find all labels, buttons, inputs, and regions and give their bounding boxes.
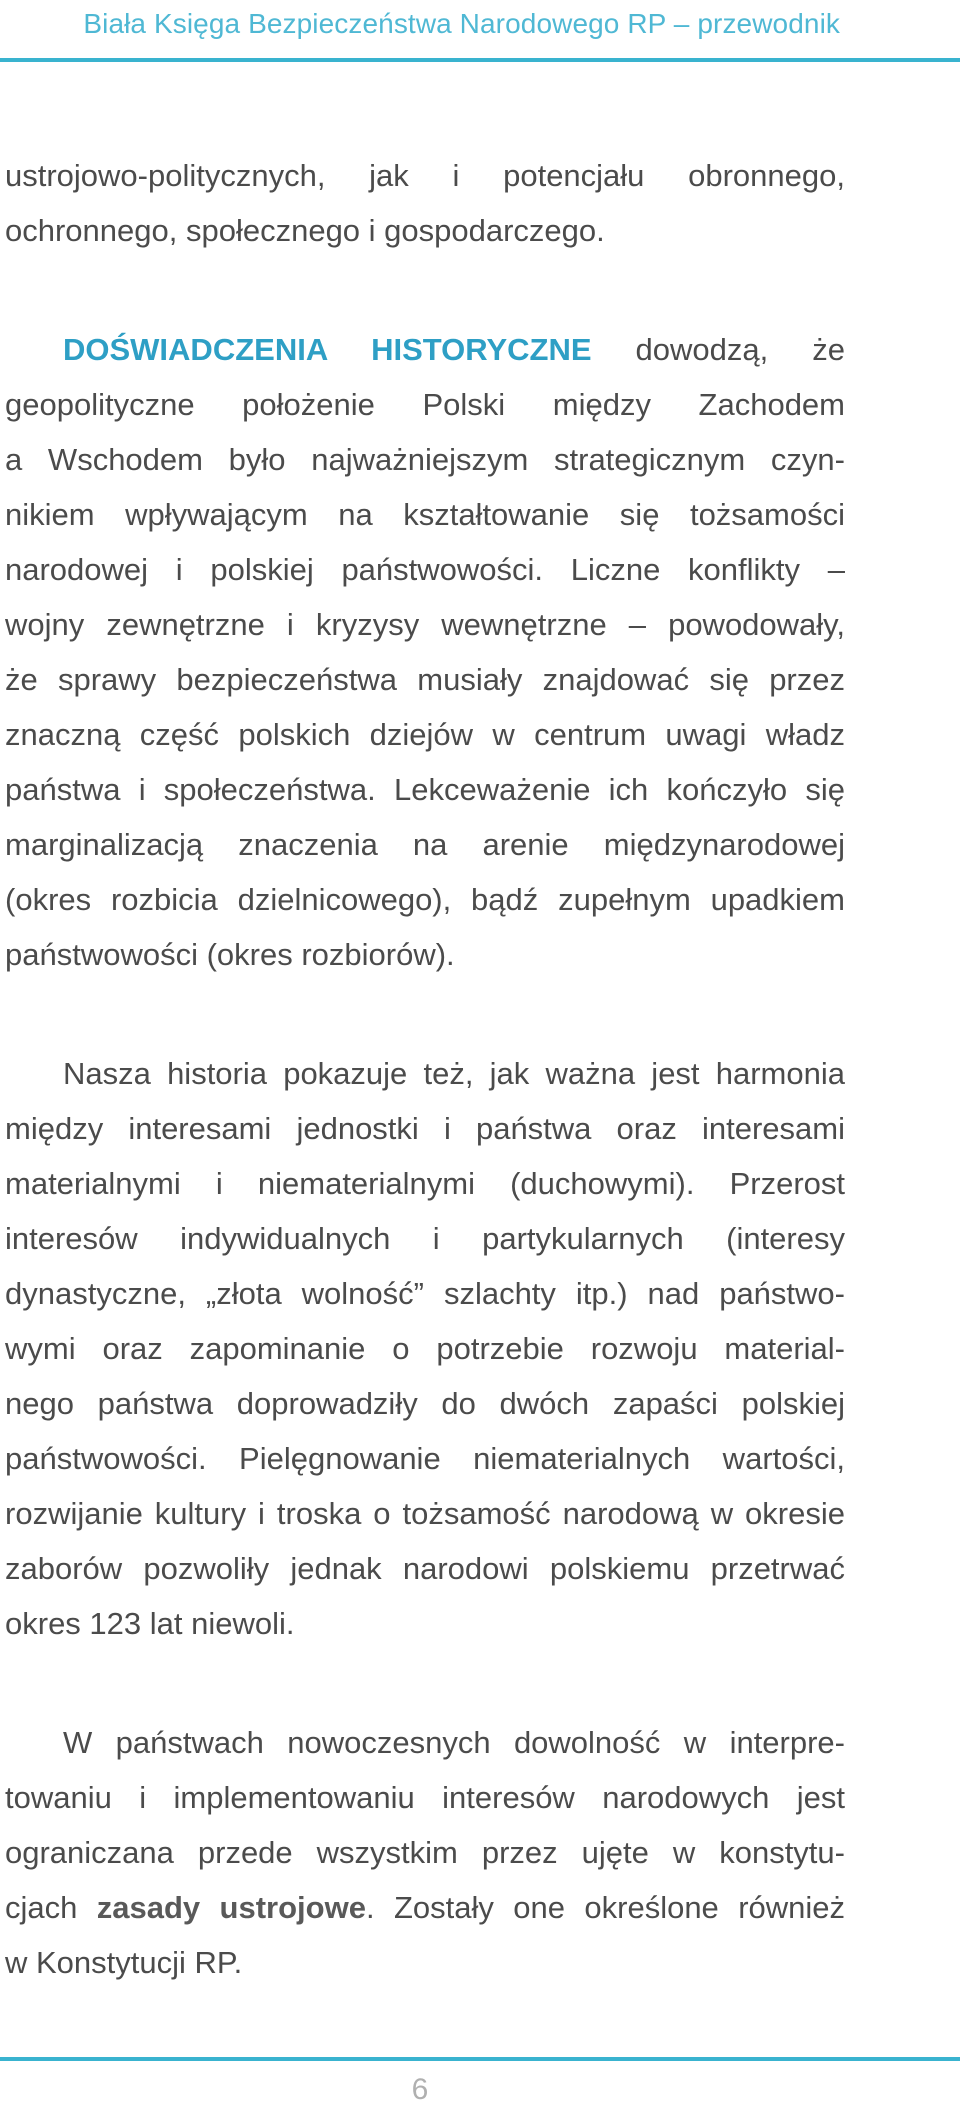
text-line: w Konstytucji RP. bbox=[5, 1945, 243, 1980]
text-line: Nasza historia pokazuje też, jak ważna jest harmonia bbox=[63, 1056, 845, 1091]
paragraph-gap bbox=[5, 982, 845, 1046]
text-line: między interesami jednostki i państwa oraz interesami bbox=[5, 1111, 845, 1146]
text-line: państwa i społeczeństwa. Lekceważenie ich kończyło się bbox=[5, 772, 845, 807]
paragraph-gap bbox=[5, 258, 845, 322]
text-line bbox=[5, 322, 845, 377]
text-line: ochronnego, społecznego i gospodarczego. bbox=[5, 213, 605, 248]
text-line: państwowości (okres rozbiorów). bbox=[5, 937, 455, 972]
page-header bbox=[0, 0, 960, 62]
text-line: (okres rozbicia dzielnicowego), bądź zupełnym upadkiem bbox=[5, 882, 845, 917]
paragraph-gap bbox=[5, 1651, 845, 1715]
text-line: W państwach nowoczesnych dowolność w interpre- bbox=[63, 1725, 845, 1760]
text-fragment: . Zostały one określone również bbox=[365, 1890, 846, 1925]
text-line: marginalizacją znaczenia na arenie międzynarodowej bbox=[5, 827, 845, 862]
text-line: geopolityczne położenie Polski między Zachodem bbox=[5, 387, 845, 422]
text-fragment: dowodzą, że bbox=[591, 332, 846, 367]
running-header-title: Biała Księga Bezpieczeństwa Narodowego RP – przewodnik bbox=[83, 8, 840, 39]
text-line: nikiem wpływającym na kształtowanie się tożsamości bbox=[5, 497, 845, 532]
text-line: dynastyczne, „złota wolność” szlachty itp.) nad państwo- bbox=[5, 1276, 845, 1311]
text-line: ustrojowo-politycznych, jak i potencjału obronnego, bbox=[5, 158, 845, 193]
footer-divider bbox=[0, 2057, 960, 2061]
text-line: zaborów pozwoliły jednak narodowi polskiemu przetrwać bbox=[5, 1551, 845, 1586]
text-line: narodowej i polskiej państwowości. Liczne konflikty – bbox=[5, 552, 845, 587]
text-line: nego państwa doprowadziły do dwóch zapaści polskiej bbox=[5, 1386, 845, 1421]
keyword-constitutional-principles: zasady ustrojowe bbox=[96, 1890, 366, 1925]
text-fragment: cjach bbox=[5, 1890, 97, 1925]
page-number: 6 bbox=[411, 2073, 429, 2106]
text-line: okres 123 lat niewoli. bbox=[5, 1606, 295, 1641]
paragraph-3 bbox=[5, 1046, 845, 1651]
keyword-historical-experiences: DOŚWIADCZENIA HISTORYCZNE bbox=[63, 332, 592, 367]
paragraph-1 bbox=[5, 148, 845, 258]
paragraph-2 bbox=[5, 322, 845, 982]
text-line: ograniczana przede wszystkim przez ujęte w konstytu- bbox=[5, 1835, 845, 1870]
text-line: rozwijanie kultury i troska o tożsamość narodową w okresie bbox=[5, 1496, 845, 1531]
text-line: wojny zewnętrzne i kryzysy wewnętrzne – powodowały, bbox=[5, 607, 845, 642]
text-line: że sprawy bezpieczeństwa musiały znajdować się przez bbox=[5, 662, 845, 697]
text-line: wymi oraz zapominanie o potrzebie rozwoju material- bbox=[5, 1331, 845, 1366]
header-divider bbox=[0, 58, 960, 62]
text-line: interesów indywidualnych i partykularnych (interesy bbox=[5, 1221, 845, 1256]
text-line: towaniu i implementowaniu interesów narodowych jest bbox=[5, 1780, 845, 1815]
text-line: materialnymi i niematerialnymi (duchowymi). Przerost bbox=[5, 1166, 845, 1201]
text-line bbox=[5, 1880, 845, 1935]
text-line: znaczną część polskich dziejów w centrum uwagi władz bbox=[5, 717, 845, 752]
text-line: państwowości. Pielęgnowanie niematerialnych wartości, bbox=[5, 1441, 845, 1476]
paragraph-4 bbox=[5, 1715, 845, 1990]
text-line: a Wschodem było najważniejszym strategicznym czyn- bbox=[5, 442, 845, 477]
body-text bbox=[5, 148, 845, 1990]
